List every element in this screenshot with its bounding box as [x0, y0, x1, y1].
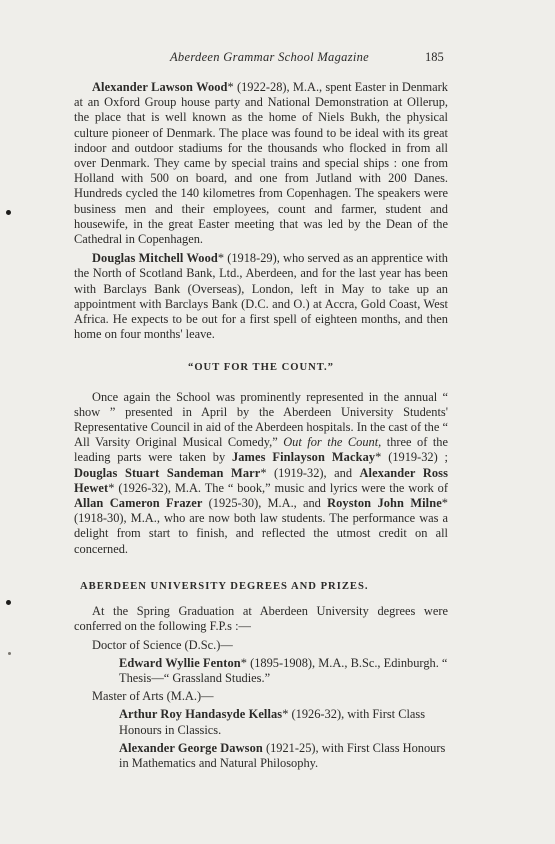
paragraph-text: * (1918-29), who served as an apprentice with the North of Scotland Bank, Ltd., Aberdeen, and for the last year has been with Barclays Bank (Overseas), London, left in May to take up an appointment with Barclays Bank (D.C. and O.) at Accra, Gold Coast, West Africa. He expects to be out for a first spell of eighteen months, and then home on four months' leave.: [74, 251, 448, 342]
person-name: Allan Cameron Frazer: [74, 496, 203, 511]
paragraph-douglas-wood: [74, 251, 448, 342]
paragraph-text: three of the leading parts were taken by: [74, 435, 448, 465]
page-header: [0, 50, 555, 68]
person-name: Douglas Mitchell Wood: [92, 251, 218, 266]
paragraph-alexander-wood: [74, 80, 448, 247]
binding-hole-mark: [6, 600, 11, 605]
degree-details: * (1895-1908), M.A., B.Sc., Edinburgh. “ Thesis—“ Grassland Studies.”: [119, 655, 448, 685]
person-name: Alexander Lawson Wood: [92, 80, 228, 94]
show-title: Out for the Count,: [283, 435, 382, 450]
paragraph-text: * (1919-32), and: [260, 465, 360, 480]
paragraph-text: * (1922-28), M.A., spent Easter in Denmark at an Oxford Group house party and National Demonstration at Ollerup, the place that is well known as the home of Niels Bukh, the physical culture pioneer of Denmark. The place was found to be ideal with its great indoor and outdoor stadiums for the thousands who flocked in from all over Denmark. They came by special trains and special ships : one from Holland with 500 on board, and one from Jutland with 200 Danes. Hundreds cycled the 140 kilometres from Copenhagen. The speakers were business men and their employees, count and farmer, student and housewife, in the great Easter meeting that was led by the Dean of the Cathedral in Copenhagen.: [74, 80, 448, 247]
degree-entry-fenton: [74, 656, 448, 686]
paper-speck: [8, 652, 11, 655]
paragraph-out-for-the-count: [74, 390, 448, 557]
person-name: Arthur Roy Handasyde Kellas: [119, 707, 283, 722]
page-number: 185: [425, 50, 444, 64]
person-name: James Finlayson Mackay: [231, 450, 376, 465]
article-body: [74, 80, 448, 771]
binding-hole-mark: [6, 210, 11, 215]
degree-label-ma: Master of Arts (M.A.)—: [92, 689, 214, 704]
section-heading-out-for-the-count: “OUT FOR THE COUNT.”: [188, 362, 334, 374]
person-name: Royston John Milne: [327, 496, 442, 511]
degree-entry-kellas: [74, 707, 448, 737]
paragraph-text: * (1926-32), M.A. The “ book,” music and lyrics were the work of: [108, 480, 448, 495]
paragraph-text: (1925-30), M.A., and: [202, 496, 328, 511]
degree-details: (1921-25), with First Class Honours in Mathematics and Natural Philosophy.: [119, 740, 446, 770]
paragraph-text: * (1918-30), M.A., who are now both law students. The performance was a delight from start to finish, and reflected the utmost credit on all concerned.: [74, 496, 448, 556]
person-name: Alexander George Dawson: [119, 740, 263, 755]
paragraph-degrees-intro: At the Spring Graduation at Aberdeen University degrees were conferred on the following F.P.s :—: [74, 604, 448, 634]
degree-details: * (1926-32), with First Class Honours in Classics.: [119, 707, 426, 737]
degree-label-dsc: Doctor of Science (D.Sc.)—: [92, 637, 233, 652]
person-name: Douglas Stuart Sandeman Marr: [74, 465, 261, 480]
running-title: Aberdeen Grammar School Magazine: [170, 50, 370, 64]
paragraph-text: Once again the School was prominently represented in the annual “ show ” presented in April by the Aberdeen University Students' Representative Council in aid of the Aberdeen hospitals. In the cast of the “ All Varsity Original Musical Comedy,”: [74, 389, 448, 450]
person-name: Alexander Ross Hewet: [74, 465, 449, 495]
section-heading-degrees: ABERDEEN UNIVERSITY DEGREES AND PRIZES.: [80, 580, 369, 592]
paragraph-text: * (1919-32) ;: [375, 450, 449, 465]
person-name: Edward Wyllie Fenton: [119, 655, 241, 670]
degree-entry-dawson: [74, 741, 448, 771]
